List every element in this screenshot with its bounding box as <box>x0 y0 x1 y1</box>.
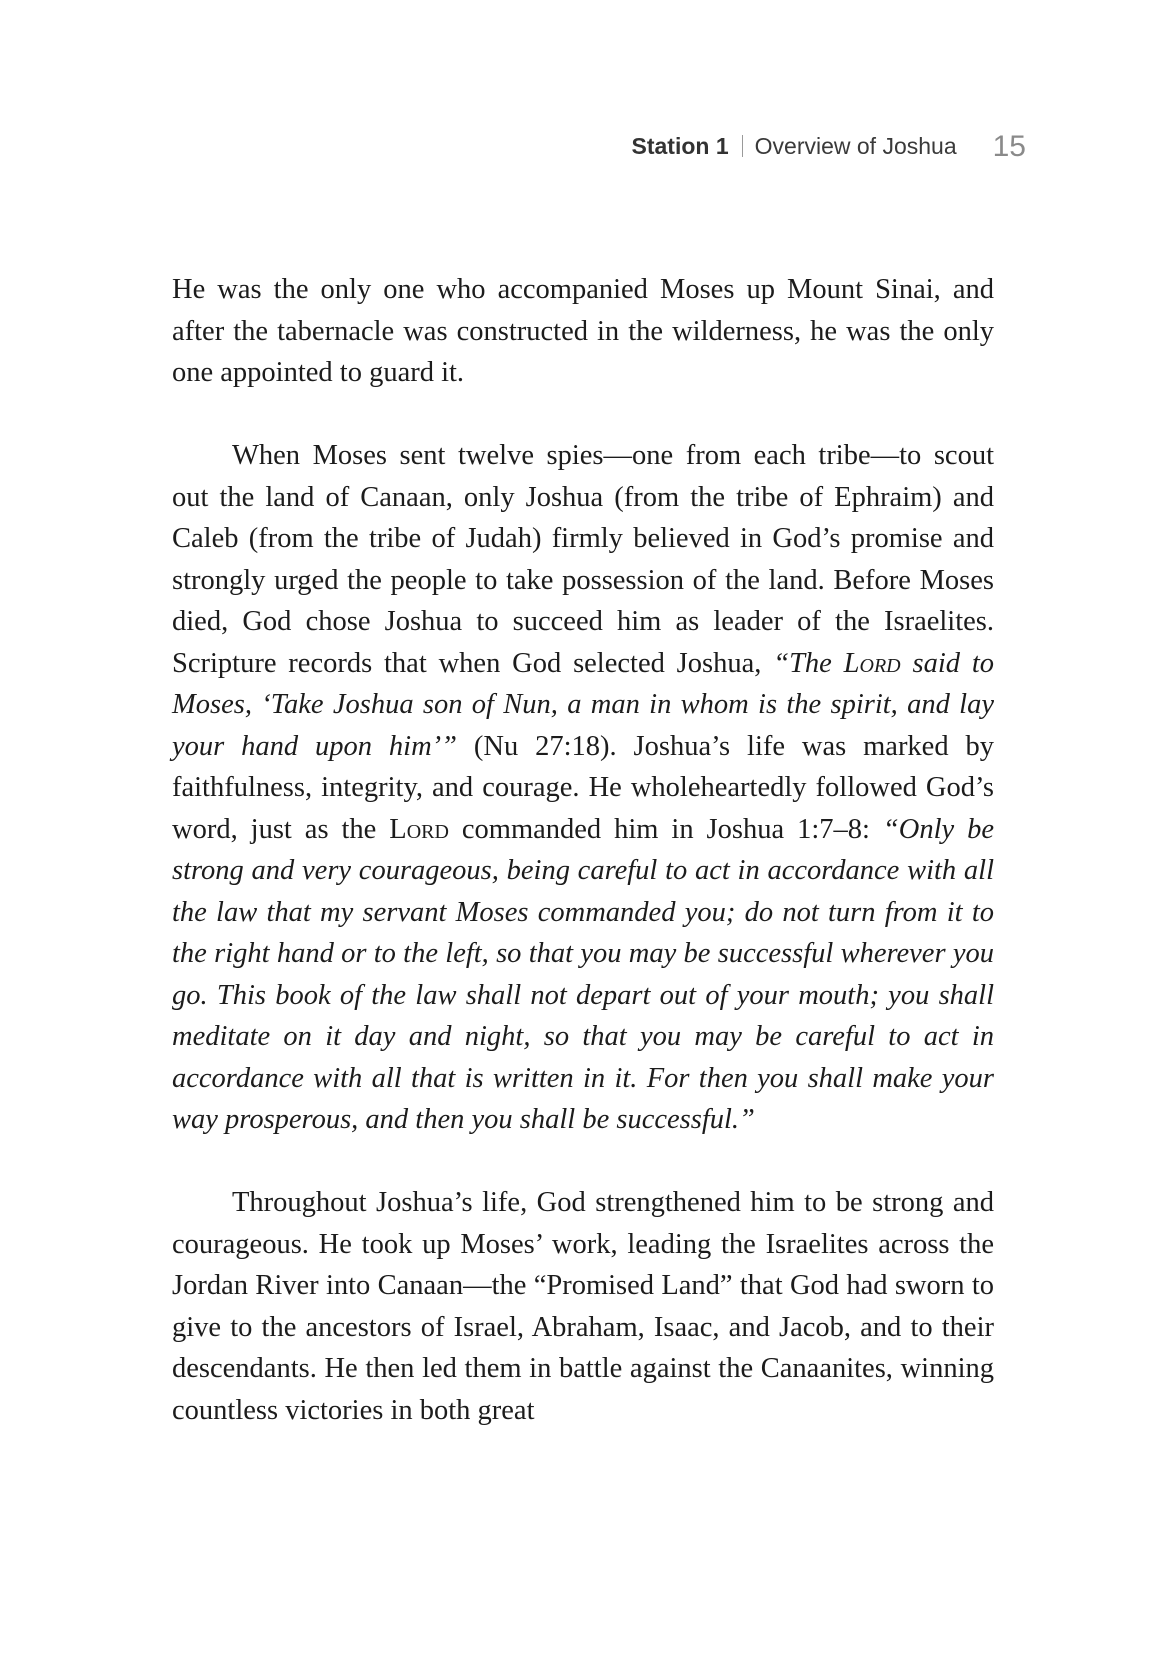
paragraph-3: Throughout Joshua’s life, God strengthened him to be strong and courageous. He took up Moses’ work, leading the Israelites across the Jordan River into Canaan—the “Promised Land” that God had sworn to give to the ancestors of Israel, Abraham, Isaac, and Jacob, and to their descendants. He then led them in battle against the Canaanites, winning countless victories in both great <box>172 1187 994 1426</box>
paragraph-2-text-a: When Moses sent twelve spies—one from each tribe—to scout out the land of Canaan, only Joshua (from the tribe of Ephraim) and Caleb (from the tribe of Judah) firmly believed in God’s promise and strongly urged the people to take possession of the land. Before Moses died, God chose Joshua to succeed him as leader of the Israelites. Scripture records that when God selected Joshua, <box>172 440 994 679</box>
scripture-quote-joshua: “Only be strong and very courageous, being careful to act in accordance with all the law that my servant Moses commanded you; do not turn from it to the right hand or to the left, so that you may be successful wherever you go. This book of the law shall not depart out of your mouth; you shall meditate on it day and night, so that you may be careful to act in accordance with all that is written in it. For then you shall make your way prosperous, and then you shall be successful.” <box>172 813 994 1135</box>
lord-smallcaps-2: Lord <box>389 813 449 845</box>
paragraph-2-text-b: (Nu 27:18). Joshua’s life was marked by faithfulness, integrity, and courage. He wholeheartedly followed God’s word, just as the <box>172 730 994 845</box>
quote-rest: said to Moses, ‘Take Joshua son of Nun, a man in whom is the spirit, and lay your hand upon him’” <box>172 647 994 762</box>
header-divider <box>742 135 743 157</box>
station-label: Station 1 <box>631 133 729 159</box>
running-head <box>632 128 1026 162</box>
body-text <box>172 269 994 1431</box>
chapter-title: Overview of Joshua <box>754 133 957 159</box>
paragraph-1: He was the only one who accompanied Moses up Mount Sinai, and after the tabernacle was constructed in the wilderness, he was the only one appointed to guard it. <box>172 274 994 388</box>
lord-smallcaps: Lord <box>843 647 901 679</box>
paragraph-2 <box>172 435 994 1141</box>
paragraph-2-text-c: commanded him in Joshua 1:7–8: <box>448 813 883 845</box>
page-number: 15 <box>992 130 1026 163</box>
quote-open: “The <box>773 647 844 679</box>
